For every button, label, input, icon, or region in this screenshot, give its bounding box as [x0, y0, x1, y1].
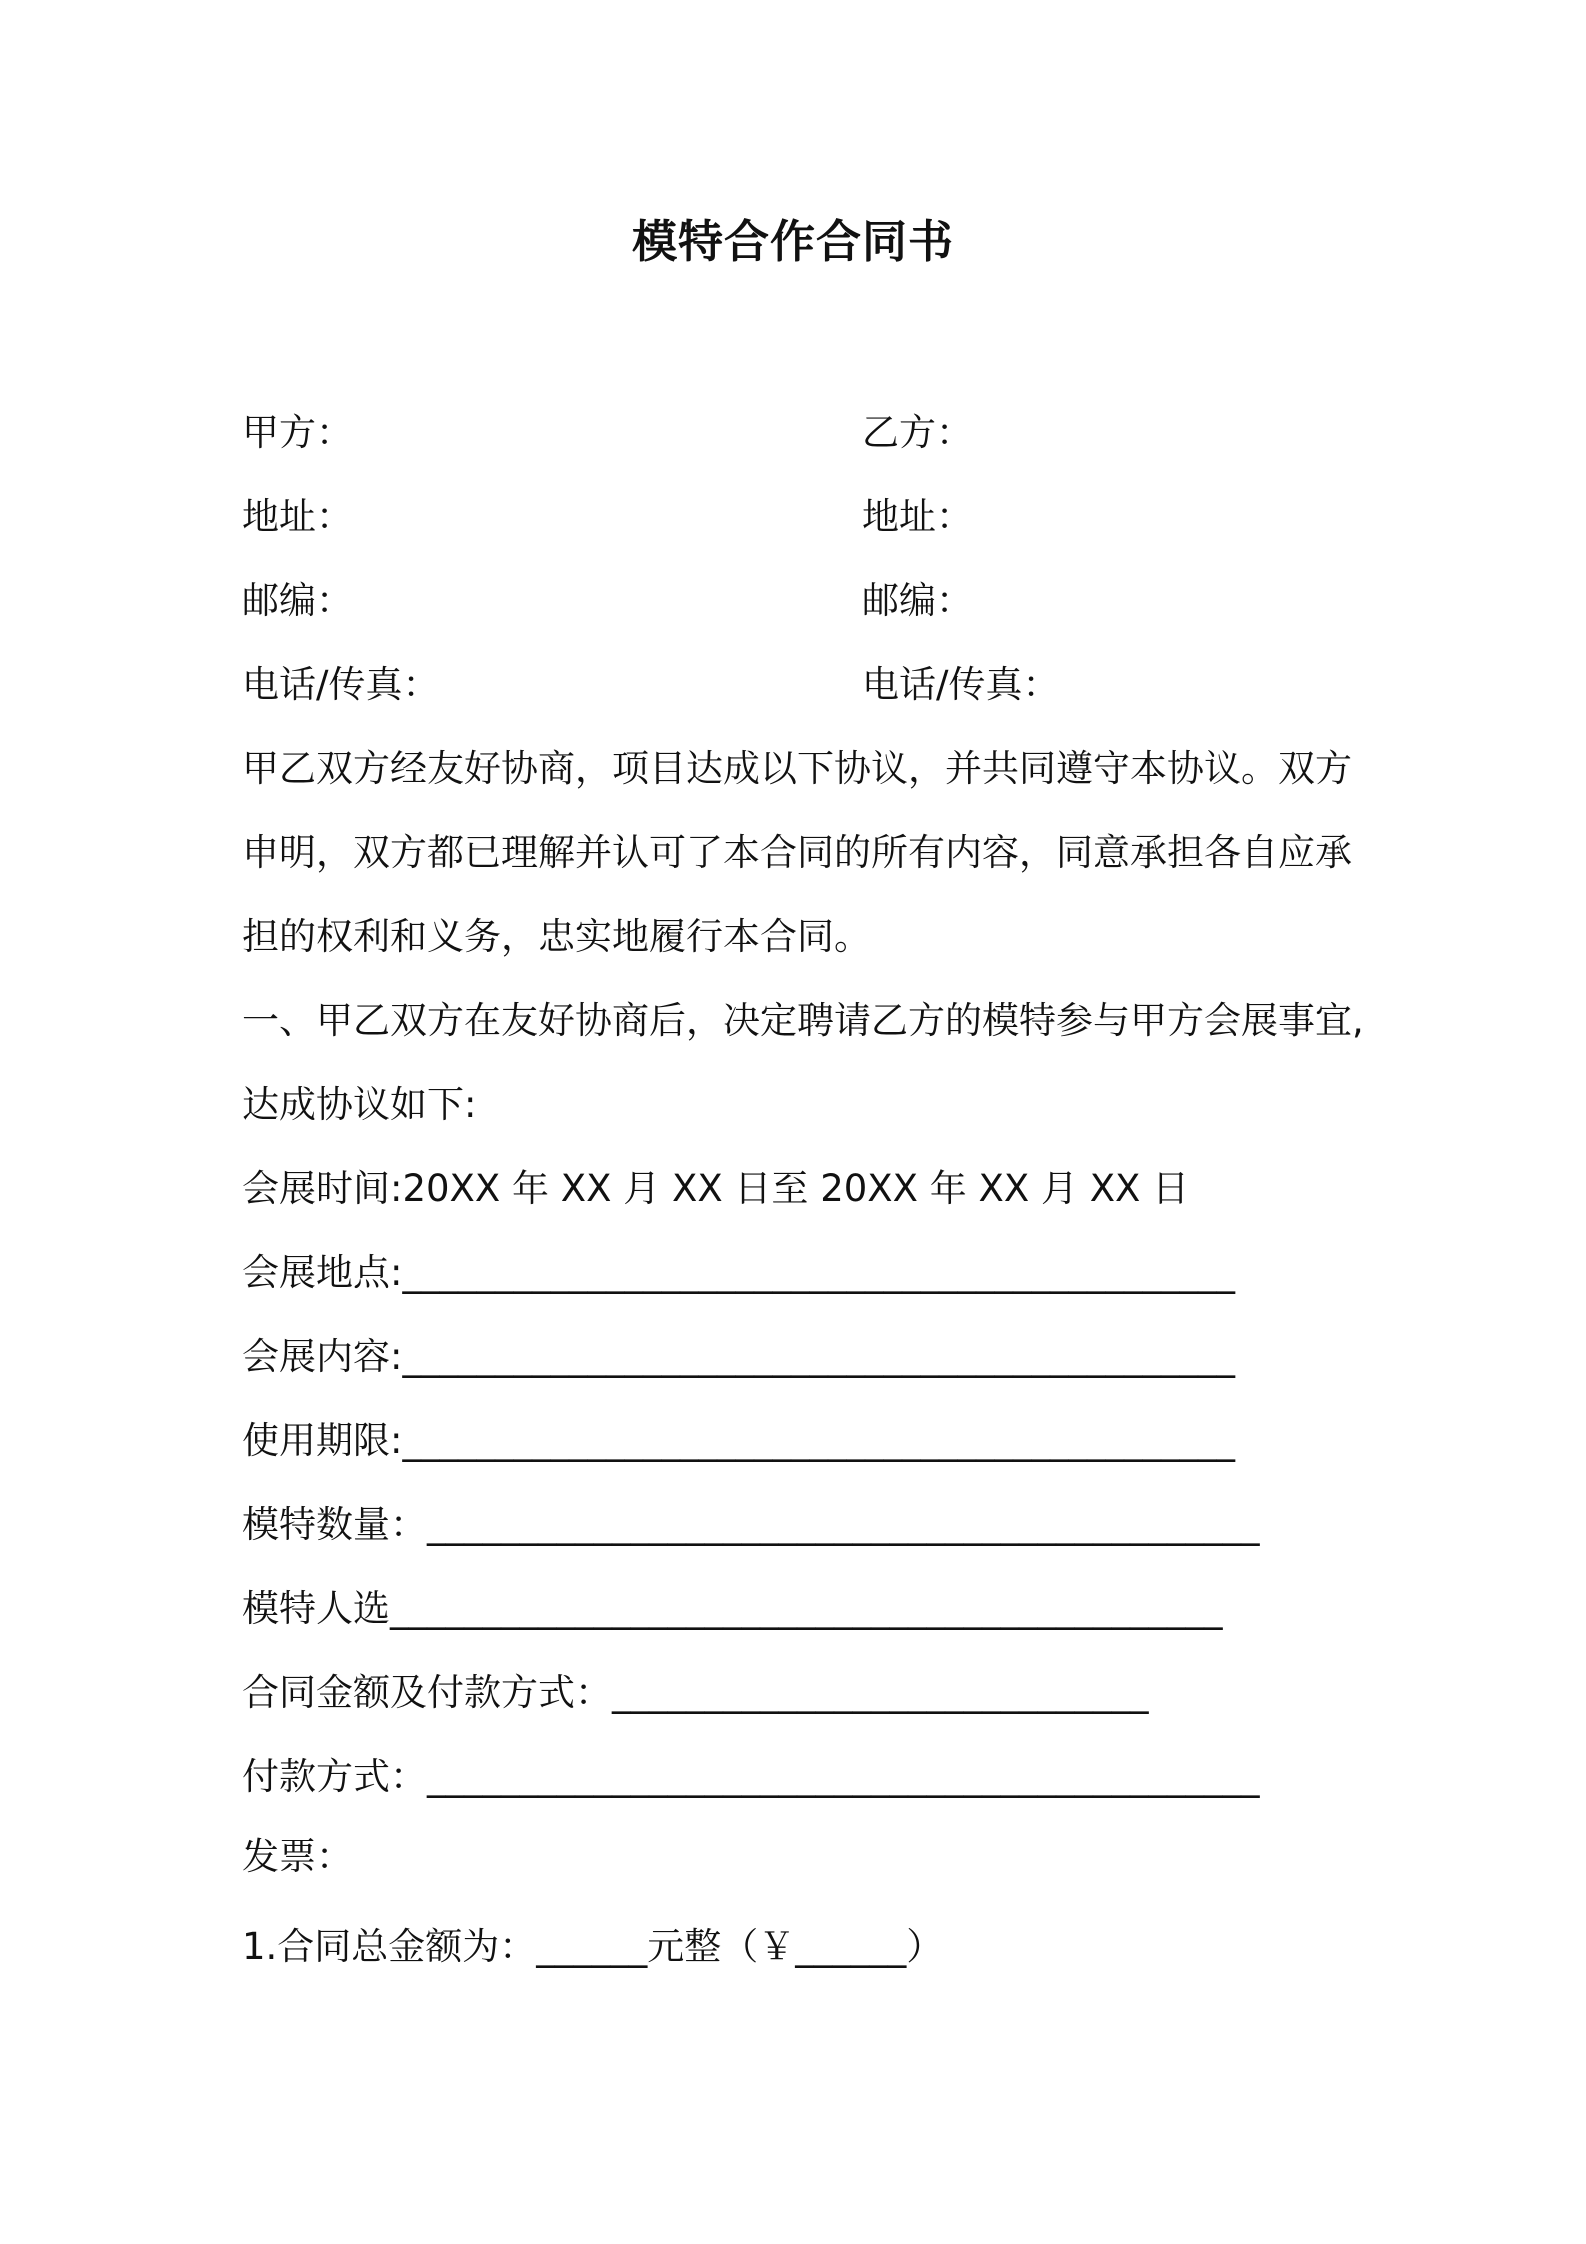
section1-line: 达成协议如下:	[242, 1083, 477, 1126]
party-a-postcode: 邮编：	[242, 579, 353, 622]
party-a-address: 地址：	[242, 495, 353, 538]
exhibition-time-field: 会展时间:20XX 年 XX 月 XX 日至 20XX 年 XX 月 XX 日	[242, 1167, 1190, 1210]
model-count-field: 模特数量：_____________________________________________	[242, 1503, 1260, 1546]
intro-line: 担的权利和义务，忠实地履行本合同。	[242, 915, 871, 958]
invoice-field: 发票：	[242, 1835, 353, 1878]
document-title: 模特合作合同书	[631, 215, 954, 268]
intro-line: 申明，双方都已理解并认可了本合同的所有内容，同意承担各自应承	[242, 831, 1352, 874]
party-b-address: 地址：	[862, 495, 973, 538]
model-selection-field: 模特人选_____________________________________________	[242, 1587, 1223, 1630]
contract-amount-field: 合同金额及付款方式：_____________________________	[242, 1671, 1149, 1714]
exhibition-location-field: 会展地点:_____________________________________________	[242, 1251, 1235, 1294]
usage-period-field: 使用期限:_____________________________________________	[242, 1419, 1235, 1462]
party-a-label: 甲方：	[242, 411, 353, 454]
exhibition-content-field: 会展内容:_____________________________________________	[242, 1335, 1235, 1378]
total-amount-field: 1.合同总金额为：______元整（￥______）	[242, 1925, 944, 1968]
section1-line: 一、甲乙双方在友好协商后，决定聘请乙方的模特参与甲方会展事宜,	[242, 999, 1364, 1042]
party-b-postcode: 邮编：	[862, 579, 973, 622]
intro-line: 甲乙双方经友好协商，项目达成以下协议，并共同遵守本协议。双方	[242, 747, 1352, 790]
payment-method-field: 付款方式：_____________________________________________	[242, 1755, 1260, 1798]
party-b-label: 乙方：	[862, 411, 973, 454]
party-b-phone-fax: 电话/传真：	[862, 663, 1060, 706]
party-a-phone-fax: 电话/传真：	[242, 663, 440, 706]
